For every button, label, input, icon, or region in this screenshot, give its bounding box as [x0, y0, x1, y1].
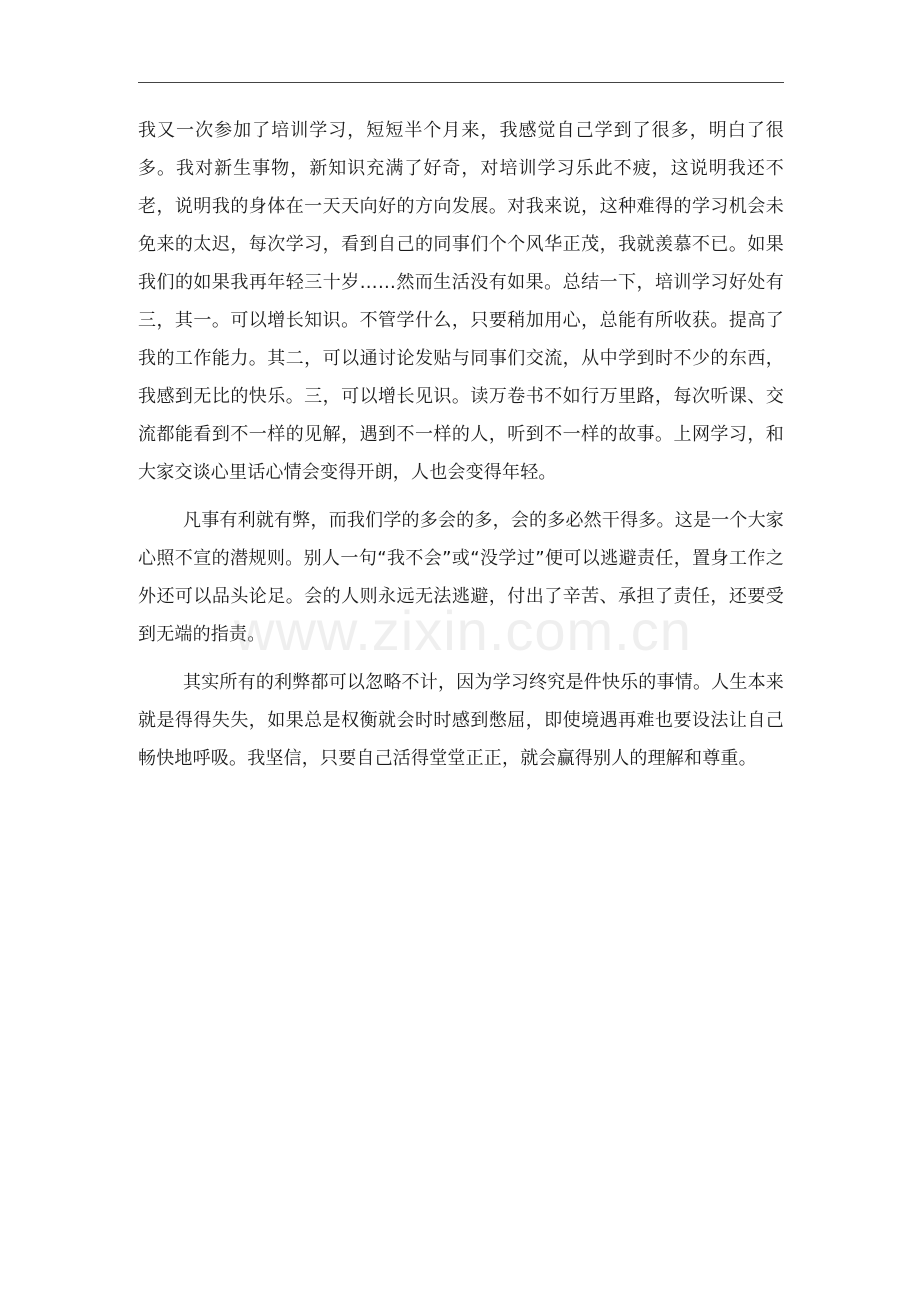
paragraph-2: 凡事有利就有弊，而我们学的多会的多，会的多必然干得多。这是一个大家心照不宣的潜规则。别人一句“我不会”或“没学过”便可以逃避责任，置身工作之外还可以品头论足。会的人则永远无法逃避，付出了辛苦、承担了责任，还要受到无端的指责。	[138, 510, 784, 645]
paragraph-3: 其实所有的利弊都可以忽略不计，因为学习终究是件快乐的事情。人生本来就是得得失失，如果总是权衡就会时时感到憋屈，即使境遇再难也要设法让自己畅快地呼吸。我坚信，只要自己活得堂堂正正，就会赢得别人的理解和尊重。	[138, 672, 784, 769]
body-text	[138, 112, 784, 778]
watermark: www.zixin.com.cn	[234, 599, 692, 662]
paragraph-1: 我又一次参加了培训学习，短短半个月来，我感觉自己学到了很多，明白了很多。我对新生事物，新知识充满了好奇，对培训学习乐此不疲，这说明我还不老，说明我的身体在一天天向好的方向发展。对我来说，这种难得的学习机会未免来的太迟，每次学习，看到自己的同事们个个风华正茂，我就羡慕不已。如果我们的如果我再年轻三十岁……然而生活没有如果。总结一下，培训学习好处有三，其一。可以增长知识。不管学什么，只要稍加用心，总能有所收获。提高了我的工作能力。其二，可以通讨论发贴与同事们交流，从中学到时不少的东西，我感到无比的快乐。三，可以增长见识。读万卷书不如行万里路，每次听课、交流都能看到不一样的见解，遇到不一样的人，听到不一样的故事。上网学习，和大家交谈心里话心情会变得开朗，人也会变得年轻。	[138, 120, 784, 483]
header-rule	[138, 82, 784, 83]
paragraph-gap	[138, 492, 784, 502]
paragraph-gap	[138, 654, 784, 664]
